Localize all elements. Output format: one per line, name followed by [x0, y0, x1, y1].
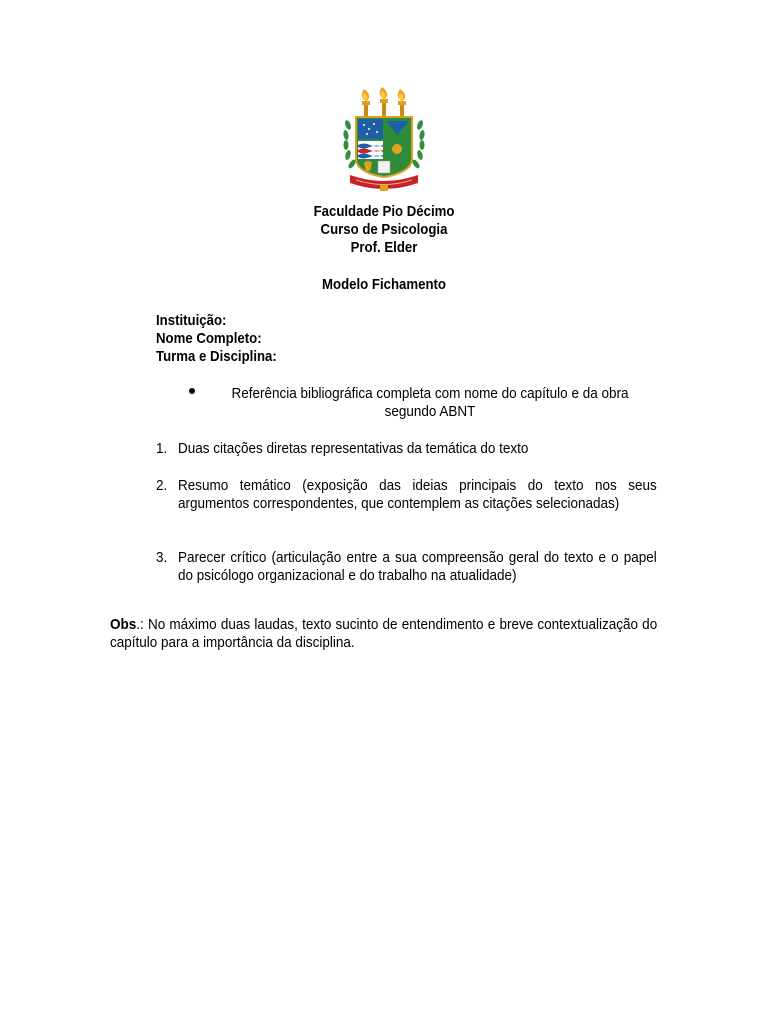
course-name: Curso de Psicologia [320, 221, 448, 238]
observation-body: .: No máximo duas laudas, texto sucinto de entendimento e breve contextualização do capítulo para a importância da disciplina. [110, 616, 658, 651]
observation-note [110, 616, 657, 652]
bullet-icon [189, 388, 195, 394]
list-item-text [178, 440, 657, 458]
list-item-number: 1. [156, 440, 168, 457]
torch-icon [398, 89, 406, 117]
institution-name: Faculdade Pio Décimo [313, 203, 455, 220]
field-full-name-label: Nome Completo: [156, 330, 262, 347]
torch-icon [380, 87, 388, 117]
list-item-text-content: Resumo temático (exposição das ideias principais do texto nos seus argumentos correspondentes, que contemplem as citações selecionadas) [178, 477, 657, 512]
university-seal-logo [342, 85, 426, 193]
document-title: Modelo Fichamento [322, 276, 446, 293]
bullet-item-reference: Referência bibliográfica completa com nome do capítulo e da obra segundo ABNT [231, 385, 629, 420]
field-class-discipline-label: Turma e Disciplina: [156, 348, 277, 365]
professor-name: Prof. Elder [350, 239, 418, 256]
list-item-text [178, 477, 657, 513]
list-item-text [178, 549, 657, 585]
torch-icon [362, 89, 370, 117]
observation-label: Obs [110, 616, 137, 633]
list-item-number: 3. [156, 549, 168, 566]
observation-text [110, 616, 657, 652]
list-item-text-content: Duas citações diretas representativas da temática do texto [178, 440, 529, 457]
list-item-text-content: Parecer crítico (articulação entre a sua compreensão geral do texto e o papel do psicólogo organizacional e do trabalho na atualidade) [178, 549, 657, 584]
shield-icon [356, 117, 412, 177]
list-item-number: 2. [156, 477, 168, 494]
field-institution-label: Instituição: [156, 312, 227, 329]
